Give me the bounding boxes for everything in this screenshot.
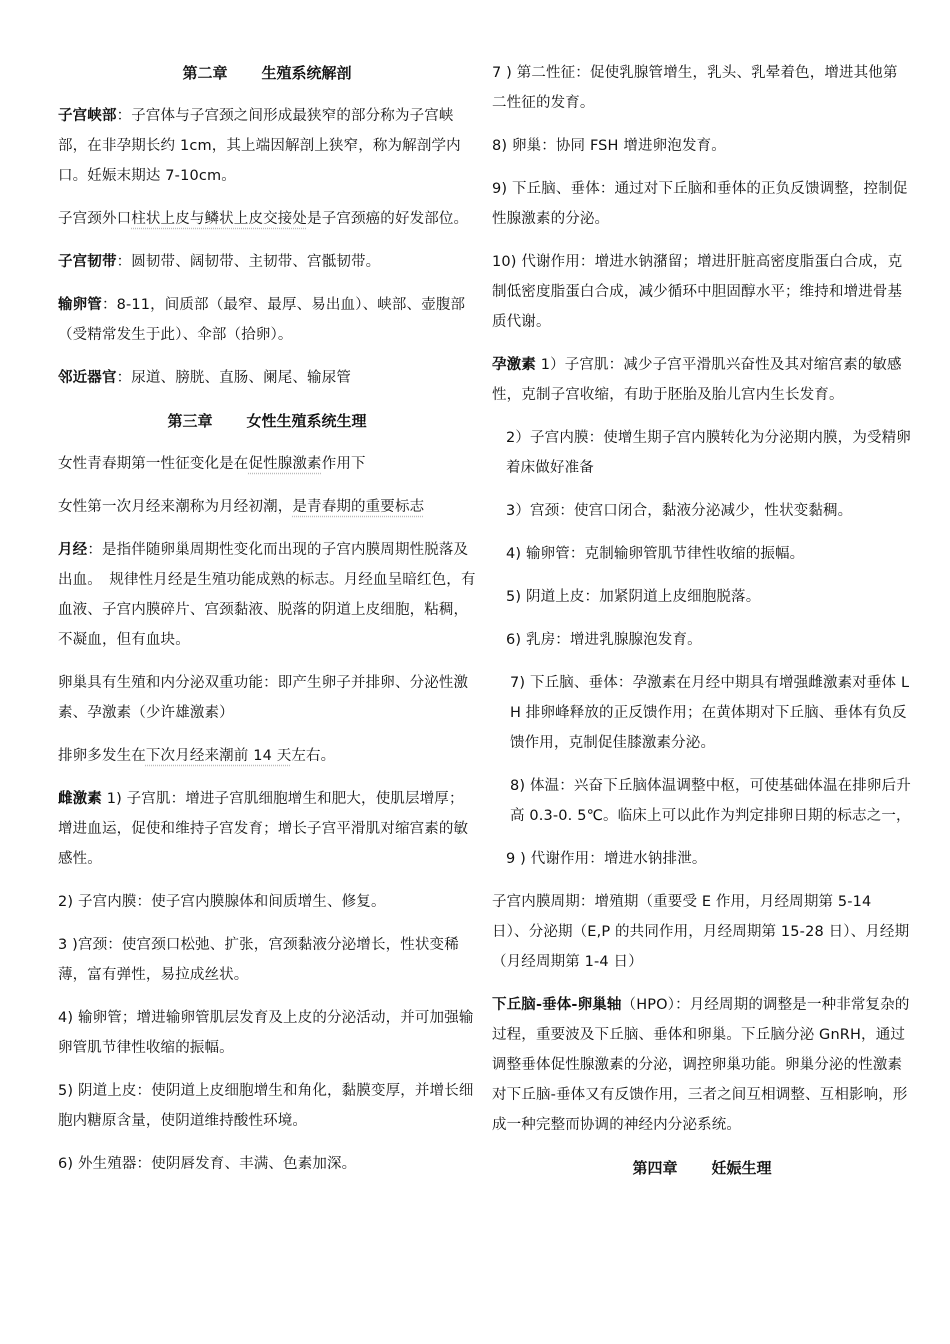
paragraph-ligaments: 子宫韧带：圆韧带、阔韧带、主韧带、宫骶韧带。 <box>58 254 381 270</box>
chapter-3-title: 女性生殖系统生理 <box>246 412 367 430</box>
paragraph-estrogen-10: 10) 代谢作用：增进水钠潴留；增进肝脏高密度脂蛋白合成，克制低密度脂蛋白合成，减少循环中胆固醇水平；维持和增进骨基质代谢。 <box>492 254 903 330</box>
paragraph-menstruation: 月经：是指伴随卵巢周期性变化而出现的子宫内膜周期性脱落及出血。 规律性月经是生殖功能成熟的标志。月经血呈暗红色，有血液、子宫内膜碎片、宫颈黏液、脱落的阴道上皮细胞，粘稠，不凝血，但有血块。 <box>58 542 476 648</box>
paragraph-progesterone-2: 2）子宫内膜：使增生期子宫内膜转化为分泌期内膜，为受精卵着床做好准备 <box>506 430 911 476</box>
chapter-2-heading <box>58 58 476 88</box>
paragraph-menarche: 女性第一次月经来潮称为月经初潮，是青春期的重要标志 <box>58 499 425 515</box>
paragraph-ovulation: 排卵多发生在下次月经来潮前 14 天左右。 <box>58 748 336 764</box>
left-column <box>58 58 476 1192</box>
term-menstruation: 月经 <box>58 542 88 558</box>
paragraph-adjacent-organs: 邻近器官：尿道、膀胱、直肠、阑尾、输尿管 <box>58 370 352 386</box>
paragraph-progesterone-9: 9 ) 代谢作用：增进水钠排泄。 <box>506 851 707 867</box>
paragraph-progesterone-7: 7) 下丘脑、垂体：孕激素在月经中期具有增强雌激素对垂体 LH 排卵峰释放的正反馈作用；在黄体期对下丘脑、垂体有负反馈作用，克制促佳膝激素分泌。 <box>510 675 910 751</box>
paragraph-ovary-function: 卵巢具有生殖和内分泌双重功能：即产生卵子并排卵、分泌性激素、孕激素（少许雄激素） <box>58 675 469 721</box>
chapter-2-number: 第二章 <box>182 64 228 82</box>
term-progesterone: 孕激素 <box>492 357 536 373</box>
term-isthmus: 子宫峡部 <box>58 108 117 124</box>
paragraph-progesterone-4: 4) 输卵管：克制输卵管肌节律性收缩的振幅。 <box>506 546 805 562</box>
paragraph-endometrial-cycle: 子宫内膜周期：增殖期（重要受 E 作用，月经周期第 5-14 日）、分泌期（E,P 的共同作用，月经周期第 15-28 日）、月经期（月经周期第 1-4 日） <box>492 894 910 970</box>
paragraph-progesterone-8: 8) 体温：兴奋下丘脑体温调整中枢，可使基础体温在排卵后升高 0.3-0. 5℃。临床上可以此作为判定排卵日期的标志之一， <box>510 778 911 824</box>
paragraph-progesterone-5: 5) 阴道上皮：加紧阴道上皮细胞脱落。 <box>506 589 761 605</box>
paragraph-estrogen-9: 9) 下丘脑、垂体：通过对下丘脑和垂体的正负反馈调整，控制促性腺激素的分泌。 <box>492 181 908 227</box>
paragraph-estrogen-5: 5) 阴道上皮：使阴道上皮细胞增生和角化，黏膜变厚，并增长细胞内糖原含量，使阴道维持酸性环境。 <box>58 1083 474 1129</box>
term-ligaments: 子宫韧带 <box>58 254 117 270</box>
paragraph-cervix: 子宫颈外口柱状上皮与鳞状上皮交接处是子宫颈癌的好发部位。 <box>58 211 469 227</box>
term-adjacent-organs: 邻近器官 <box>58 370 117 386</box>
chapter-3-number: 第三章 <box>167 412 213 430</box>
term-estrogen: 雌激素 <box>58 791 102 807</box>
paragraph-estrogen-3: 3 )宫颈：使宫颈口松弛、扩张，宫颈黏液分泌增长，性状变稀薄，富有弹性，易拉成丝状。 <box>58 937 459 983</box>
paragraph-puberty: 女性青春期第一性征变化是在促性腺激素作用下 <box>58 456 366 472</box>
chapter-4-title: 妊娠生理 <box>711 1159 772 1177</box>
paragraph-estrogen-4: 4) 输卵管；增进输卵管肌层发育及上皮的分泌活动，并可加强输卵管肌节律性收缩的振幅。 <box>58 1010 474 1056</box>
paragraph-progesterone-3: 3）宫颈：使宫口闭合，黏液分泌减少，性状变黏稠。 <box>506 503 853 519</box>
paragraph-estrogen-8: 8) 卵巢：协同 FSH 增进卵泡发育。 <box>492 138 726 154</box>
chapter-3-heading <box>58 406 476 436</box>
paragraph-isthmus: 子宫峡部：子宫体与子宫颈之间形成最狭窄的部分称为子宫峡部，在非孕期长约 1cm，其上端因解剖上狭窄，称为解剖学内口。妊娠末期达 7-10cm。 <box>58 108 461 184</box>
chapter-2-title: 生殖系统解剖 <box>261 64 352 82</box>
term-fallopian-tube: 输卵管 <box>58 297 102 313</box>
paragraph-progesterone: 孕激素 1）子宫肌：减少子宫平滑肌兴奋性及其对缩宫素的敏感性，克制子宫收缩，有助于胚胎及胎儿宫内生长发育。 <box>492 357 902 403</box>
paragraph-estrogen-2: 2) 子宫内膜：使子宫内膜腺体和间质增生、修复。 <box>58 894 386 910</box>
paragraph-hpo-axis: 下丘脑-垂体-卵巢轴（HPO）：月经周期的调整是一种非常复杂的过程，重要波及下丘脑、垂体和卵巢。下丘脑分泌 GnRH，通过调整垂体促性腺激素的分泌，调控卵巢功能。卵巢分泌的性激素对下丘脑-垂体又有反馈作用，三者之间互相调整、互相影响，形成一种完整而协调的神经内分泌系统。 <box>492 997 910 1133</box>
term-hpo-axis: 下丘脑-垂体-卵巢轴 <box>492 997 622 1013</box>
paragraph-estrogen-7: 7 ) 第二性征：促使乳腺管增生，乳头、乳晕着色，增进其他第二性征的发育。 <box>492 65 898 111</box>
chapter-4-heading <box>492 1153 912 1183</box>
paragraph-estrogen-6: 6) 外生殖器：使阴唇发育、丰满、色素加深。 <box>58 1156 357 1172</box>
chapter-4-number: 第四章 <box>632 1159 678 1177</box>
paragraph-progesterone-6: 6) 乳房：增进乳腺腺泡发育。 <box>506 632 702 648</box>
paragraph-fallopian-tube: 输卵管：8-11，间质部（最窄、最厚、易出血）、峡部、壶腹部（受精常发生于此）、伞部（拾卵）。 <box>58 297 466 343</box>
paragraph-estrogen: 雌激素 1) 子宫肌：增进子宫肌细胞增生和肥大，使肌层增厚；增进血运，促使和维持子宫发育；增长子宫平滑肌对缩宫素的敏感性。 <box>58 791 469 867</box>
right-column <box>492 58 912 1196</box>
